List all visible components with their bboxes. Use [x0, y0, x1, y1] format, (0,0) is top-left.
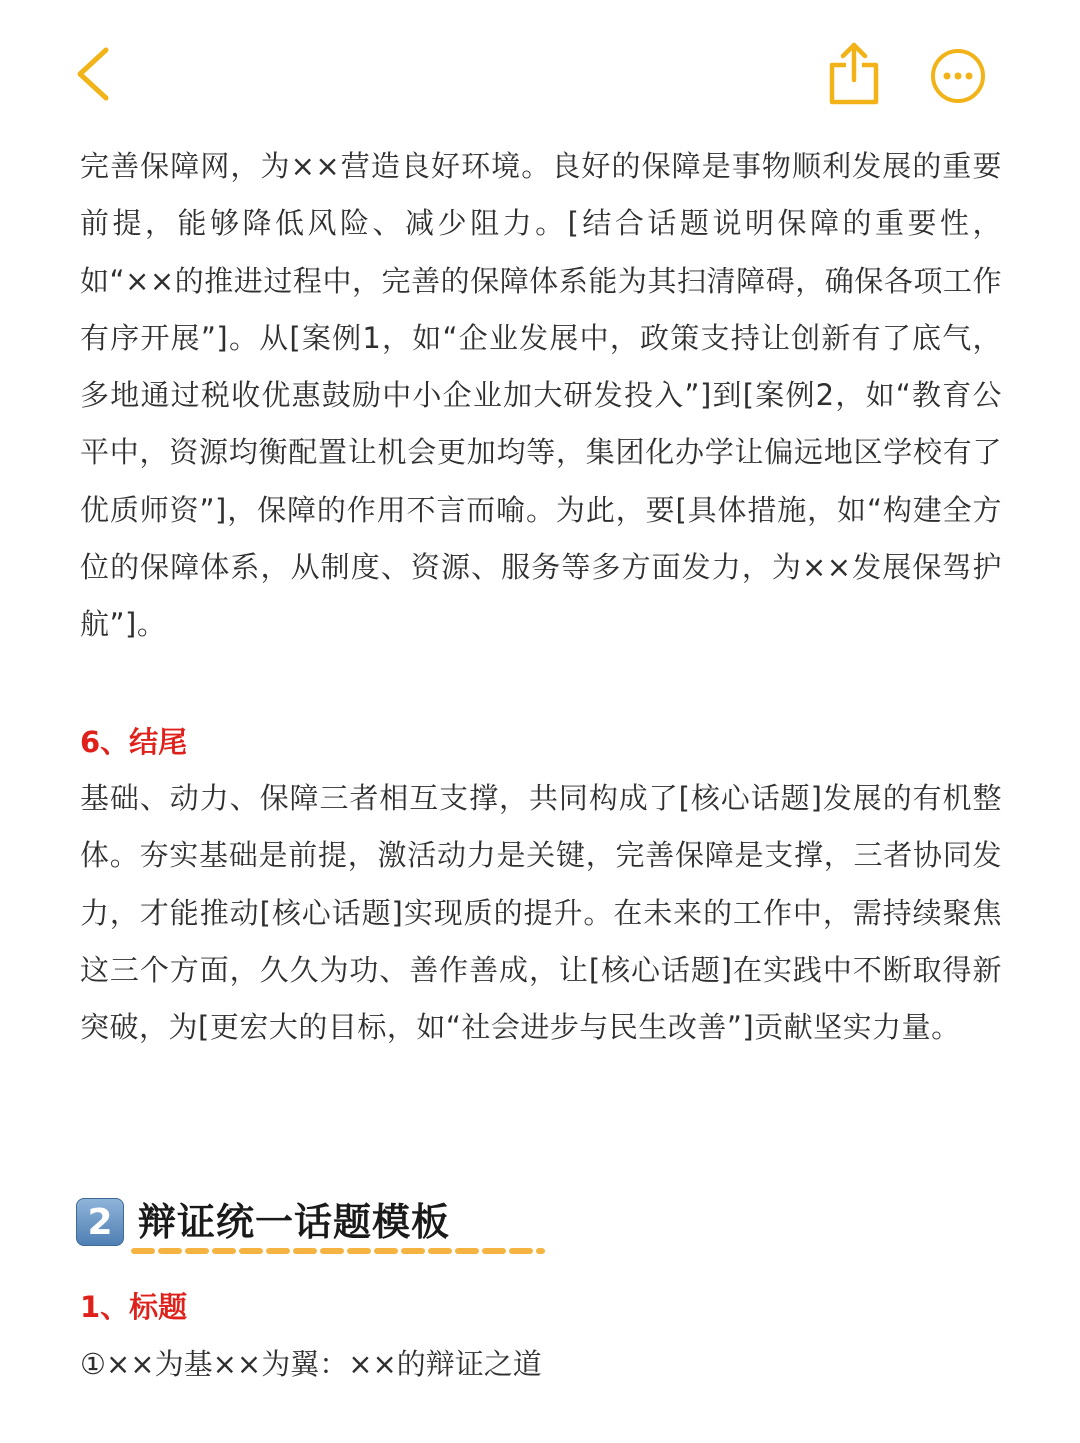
more-button[interactable]	[928, 46, 988, 106]
paragraph-conclusion: 基础、动力、保障三者相互支撑，共同构成了[核心话题]发展的有机整体。夯实基础是前提，激活动力是关键，完善保障是支撑，三者协同发力，才能推动[核心话题]实现质的提升。在未来的工作中，需持续聚焦这三个方面，久久为功、善作善成，让[核心话题]在实践中不断取得新突破，为[更宏大的目标，如“社会进步与民生改善”]贡献坚实力量。	[80, 781, 1002, 1045]
keycap-number-badge: 2	[76, 1198, 124, 1246]
title-example-1: ①××为基××为翼：××的辩证之道	[80, 1347, 542, 1381]
share-icon	[826, 40, 882, 106]
chevron-left-icon	[72, 46, 116, 102]
share-button[interactable]	[826, 40, 882, 106]
heading-title-section: 1、标题	[80, 1290, 188, 1324]
top-toolbar	[0, 0, 1080, 140]
heading-conclusion: 6、结尾	[80, 725, 188, 759]
section-2-title: 辩证统一话题模板	[138, 1200, 451, 1244]
back-button[interactable]	[72, 46, 116, 102]
ellipsis-circle-icon	[928, 46, 988, 106]
dashed-underline-decoration	[130, 1244, 546, 1258]
section-2-header	[76, 1192, 676, 1262]
paragraph-guarantee: 完善保障网，为××营造良好环境。良好的保障是事物顺利发展的重要前提，能够降低风险、减少阻力。[结合话题说明保障的重要性，如“××的推进过程中，完善的保障体系能为其扫清障碍，确保各项工作有序开展”]。从[案例1，如“企业发展中，政策支持让创新有了底气，多地通过税收优惠鼓励中小企业加大研发投入”]到[案例2，如“教育公平中，资源均衡配置让机会更加均等，集团化办学让偏远地区学校有了优质师资”]，保障的作用不言而喻。为此，要[具体措施，如“构建全方位的保障体系，从制度、资源、服务等多方面发力，为××发展保驾护航”]。	[80, 149, 1002, 642]
